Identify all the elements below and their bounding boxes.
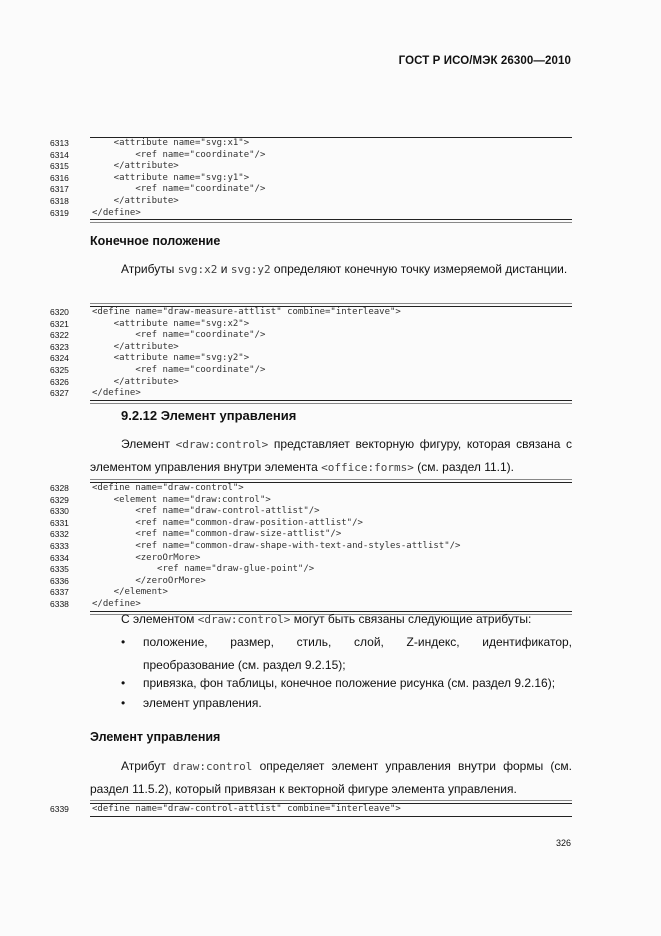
bullet-icon: • (121, 696, 126, 710)
code-inline: svg:x2 (177, 263, 218, 276)
bullet-line: преобразование (см. раздел 9.2.15); (143, 658, 346, 672)
code-text: <ref name="draw-glue-point"/> (92, 564, 315, 575)
code-line (50, 195, 572, 208)
bullet-icon: • (121, 635, 126, 649)
heading-9-2-12: 9.2.12 Элемент управления (121, 408, 297, 423)
code-inline: <draw:control> (175, 438, 269, 451)
code-text: </element> (92, 587, 168, 598)
code-line (50, 575, 572, 588)
code-block-6320 (50, 306, 572, 401)
line-number: 6323 (50, 341, 69, 352)
bullet-line: привязка, фон таблицы, конечное положение рисунка (см. раздел 9.2.16); (143, 676, 556, 690)
code-line (50, 318, 572, 331)
code-text: <element name="draw:control"> (92, 494, 271, 505)
code-text: </attribute> (92, 376, 179, 387)
code-line (50, 353, 572, 365)
code-text: <define name="draw-control"> (92, 483, 244, 493)
code-text: <zeroOrMore> (92, 552, 201, 563)
line-number: 6329 (50, 494, 69, 505)
code-text: </attribute> (92, 341, 179, 352)
line-number: 6330 (50, 506, 69, 517)
text-run: (см. раздел 11.1). (417, 460, 515, 474)
code-inline: svg:y2 (230, 263, 271, 276)
code-line (50, 517, 572, 530)
code-line (50, 184, 572, 196)
line-number: 6315 (50, 161, 69, 172)
bullet-item-position (121, 631, 572, 677)
text-run: Элемент (121, 437, 170, 451)
paragraph-draw-control (90, 433, 572, 479)
bullet-line: элемент управления. (143, 696, 262, 710)
line-number: 6320 (50, 307, 69, 317)
code-line (50, 330, 572, 342)
code-text: <define name="draw-control-attlist" combine="interleave"> (92, 804, 401, 814)
line-number: 6322 (50, 330, 69, 341)
code-text: <ref name="common-draw-shape-with-text-and-styles-attlist"/> (92, 540, 461, 551)
text-run: представляет векторную фигуру, которая связана с элементом управления внутри элемента (90, 437, 572, 474)
bullet-line: положение, размер, стиль, слой, Z-индекс, идентификатор, (143, 635, 572, 649)
line-number: 6313 (50, 138, 69, 148)
code-text: </define> (92, 388, 141, 399)
code-line (50, 207, 572, 220)
line-number: 6318 (50, 195, 69, 206)
line-number: 6332 (50, 529, 69, 540)
code-line (50, 341, 572, 354)
bullet-item-control (121, 692, 572, 715)
line-number: 6328 (50, 483, 69, 493)
code-line (50, 307, 572, 319)
code-text: </attribute> (92, 161, 179, 172)
text-run: определяют конечную точку измеряемой дистанции. (273, 262, 568, 276)
line-number: 6321 (50, 318, 69, 329)
code-line (50, 804, 572, 816)
code-block-6339 (50, 803, 572, 817)
text-run: С элементом (121, 612, 195, 626)
line-number: 6325 (50, 364, 69, 375)
code-text: <ref name="coordinate"/> (92, 330, 266, 341)
line-number: 6338 (50, 598, 69, 609)
line-number: 6334 (50, 552, 69, 563)
code-text: <attribute name="svg:y1"> (92, 172, 250, 183)
code-block-6313 (50, 137, 572, 220)
heading-end-position: Конечное положение (90, 234, 221, 248)
code-line (50, 494, 572, 507)
code-inline: <draw:control> (197, 613, 291, 626)
code-text: <attribute name="svg:y2"> (92, 353, 250, 364)
code-text: <define name="draw-measure-attlist" combine="interleave"> (92, 307, 401, 317)
code-line (50, 564, 572, 576)
standard-header: ГОСТ Р ИСО/МЭК 26300—2010 (398, 55, 571, 67)
line-number: 6336 (50, 575, 69, 586)
paragraph-control-attribute (90, 755, 572, 801)
line-number: 6331 (50, 517, 69, 528)
code-line (50, 529, 572, 541)
line-number: 6337 (50, 587, 69, 598)
code-text: </zeroOrMore> (92, 575, 206, 586)
line-number: 6316 (50, 172, 69, 183)
text-run: и (220, 262, 228, 276)
code-line (50, 540, 572, 553)
line-number: 6319 (50, 207, 69, 218)
paragraph-end-position (90, 258, 572, 281)
code-block-6328 (50, 482, 572, 612)
code-line (50, 138, 572, 150)
code-text: <ref name="coordinate"/> (92, 184, 266, 195)
text-run: Атрибут (121, 759, 166, 773)
code-line (50, 506, 572, 518)
text-run: Атрибуты (121, 262, 175, 276)
text-run: определяет элемент управления внутри формы (см. раздел 11.5.2), который привязан к векторной фигуре элемента управления. (90, 759, 572, 796)
line-number: 6339 (50, 804, 69, 814)
code-text: <ref name="common-draw-position-attlist"/> (92, 517, 363, 528)
code-line (50, 376, 572, 389)
code-inline: draw:control (172, 760, 253, 773)
code-line (50, 364, 572, 377)
code-line (50, 172, 572, 185)
code-line (50, 587, 572, 599)
heading-control-attribute: Элемент управления (90, 730, 221, 744)
code-text: </define> (92, 207, 141, 218)
code-line (50, 552, 572, 565)
code-line (50, 388, 572, 400)
bullet-icon: • (121, 676, 126, 690)
code-text: <ref name="coordinate"/> (92, 364, 266, 375)
text-run: могут быть связаны следующие атрибуты: (293, 612, 532, 626)
line-number: 6324 (50, 353, 69, 364)
code-text: <ref name="common-draw-size-attlist"/> (92, 529, 342, 540)
line-number: 6335 (50, 564, 69, 575)
code-text: <attribute name="svg:x1"> (92, 138, 250, 148)
code-text: </define> (92, 598, 141, 609)
code-text: <ref name="draw-control-attlist"/> (92, 506, 320, 517)
code-text: <ref name="coordinate"/> (92, 149, 266, 160)
line-number: 6317 (50, 184, 69, 195)
paragraph-attrs-intro (90, 608, 572, 631)
page-number: 326 (555, 838, 571, 848)
code-line (50, 149, 572, 162)
code-line (50, 483, 572, 495)
line-number: 6314 (50, 149, 69, 160)
line-number: 6326 (50, 376, 69, 387)
code-line (50, 161, 572, 173)
code-text: </attribute> (92, 195, 179, 206)
code-text: <attribute name="svg:x2"> (92, 318, 250, 329)
line-number: 6333 (50, 540, 69, 551)
code-inline: <office:forms> (321, 461, 414, 474)
line-number: 6327 (50, 388, 69, 399)
